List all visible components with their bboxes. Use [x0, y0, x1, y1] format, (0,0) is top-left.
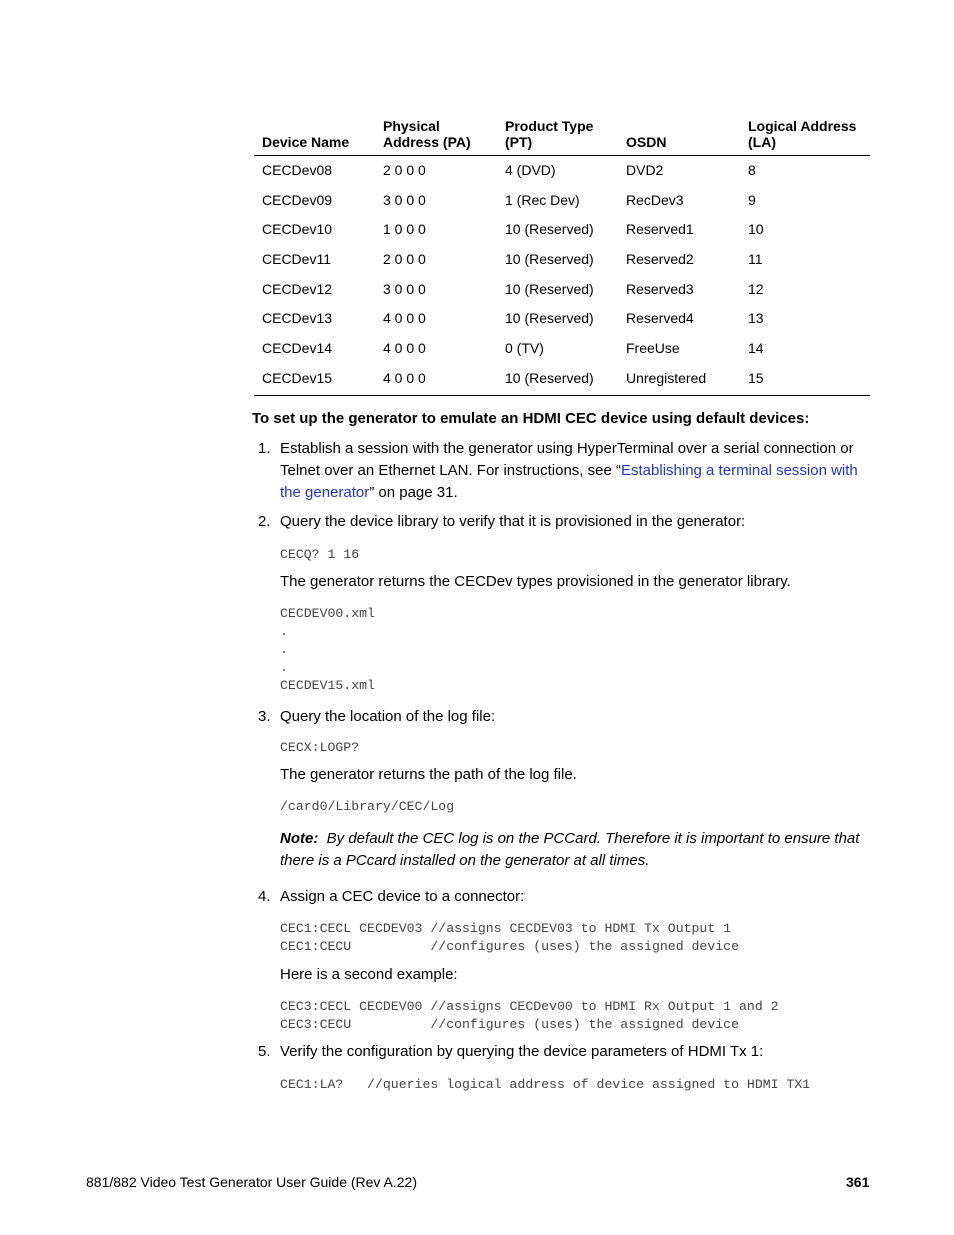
step4-text: Assign a CEC device to a connector: [280, 888, 525, 905]
cell-product-type: 10 (Reserved) [505, 369, 594, 386]
step-number: 2. [258, 513, 271, 530]
cell-logical-address: 12 [748, 280, 764, 297]
header-product-type: Product Type (PT) [505, 118, 594, 150]
step2-output: CECDEV00.xml . . . CECDEV15.xml [280, 606, 375, 693]
cell-osdn: Unregistered [626, 369, 707, 386]
step1-line2: Telnet over an Ethernet LAN. For instructions, see “Establishing a terminal session with [280, 462, 858, 479]
cell-product-type: 10 (Reserved) [505, 310, 594, 327]
step5-command: CEC1:LA? //queries logical address of device assigned to HDMI TX1 [280, 1077, 811, 1092]
table-row [254, 156, 870, 186]
cell-device-name: CECDev11 [262, 251, 331, 268]
header-osdn: OSDN [626, 134, 667, 150]
cell-logical-address: 13 [748, 310, 764, 327]
note-label: Note: [280, 830, 319, 847]
note: Note: By default the CEC log is on the PCCard. Therefore it is important to ensure that there is a PCcard installed on the generator at all times. [280, 830, 860, 869]
cell-logical-address: 8 [748, 162, 756, 178]
cell-device-name: CECDev10 [262, 221, 333, 238]
cell-logical-address: 9 [748, 191, 756, 208]
step3-command: CECX:LOGP? [280, 740, 360, 755]
header-device-name: Device Name [262, 134, 350, 150]
cell-device-name: CECDev13 [262, 310, 333, 327]
cell-device-name: CECDev15 [262, 369, 333, 386]
table-row [254, 245, 870, 275]
cell-device-name: CECDev14 [262, 340, 333, 357]
terminal-session-link[interactable]: Establishing a terminal session with [621, 462, 858, 479]
step-number: 5. [258, 1043, 271, 1060]
cell-osdn: Reserved3 [626, 280, 694, 297]
cell-physical-address: 2 0 0 0 [383, 251, 426, 268]
cell-device-name: CECDev08 [262, 162, 333, 178]
step-number: 4. [258, 888, 271, 905]
step3-output: /card0/Library/CEC/Log [280, 799, 455, 814]
table-row [254, 215, 870, 245]
cell-logical-address: 14 [748, 340, 764, 357]
table-row [254, 304, 870, 334]
step2-command: CECQ? 1 16 [280, 547, 360, 562]
terminal-session-link-cont[interactable]: the generator [280, 484, 370, 501]
cell-product-type: 0 (TV) [505, 340, 544, 357]
step4-commands-2: CEC3:CECL CECDEV00 //assigns CECDev00 to HDMI Rx Output 1 and 2 CEC3:CECU //configures (uses) the assigned device [280, 999, 779, 1032]
step-number: 1. [258, 440, 271, 457]
cell-logical-address: 10 [748, 221, 764, 238]
step2-text: Query the device library to verify that it is provisioned in the generator: [280, 513, 746, 530]
cell-product-type: 4 (DVD) [505, 162, 556, 178]
step1-line3: the generator” on page 31. [280, 484, 458, 501]
cell-physical-address: 4 0 0 0 [383, 340, 426, 357]
table-bottom-rule [254, 395, 870, 396]
cell-product-type: 10 (Reserved) [505, 251, 594, 268]
cell-physical-address: 1 0 0 0 [383, 221, 426, 238]
cell-logical-address: 15 [748, 369, 764, 386]
step5-text: Verify the configuration by querying the device parameters of HDMI Tx 1: [280, 1043, 764, 1060]
step4-commands: CEC1:CECL CECDEV03 //assigns CECDEV03 to HDMI Tx Output 1 CEC1:CECU //configures (uses) the assigned device [280, 921, 739, 954]
cell-physical-address: 4 0 0 0 [383, 369, 426, 386]
footer-title: 881/882 Video Test Generator User Guide (Rev A.22) [86, 1174, 418, 1190]
device-table [254, 112, 870, 386]
table-row [254, 275, 870, 305]
step3-text: Query the location of the log file: [280, 708, 496, 725]
cell-device-name: CECDev09 [262, 191, 333, 208]
cell-product-type: 1 (Rec Dev) [505, 191, 580, 208]
table-row [254, 186, 870, 216]
step1-text [280, 438, 880, 504]
table-header [254, 112, 870, 156]
cell-osdn: Reserved2 [626, 251, 694, 268]
step4-second-example-text: Here is a second example: [280, 966, 458, 983]
table-row [254, 364, 870, 394]
cell-physical-address: 2 0 0 0 [383, 162, 426, 178]
step3-result-text: The generator returns the path of the log file. [280, 766, 577, 783]
step2-result-text: The generator returns the CECDev types provisioned in the generator library. [280, 573, 791, 590]
table-row [254, 334, 870, 364]
table-body [254, 156, 870, 394]
cell-osdn: Reserved4 [626, 310, 694, 327]
cell-device-name: CECDev12 [262, 280, 333, 297]
header-physical-address: Physical Address (PA) [383, 118, 471, 150]
cell-physical-address: 3 0 0 0 [383, 191, 426, 208]
cell-osdn: DVD2 [626, 162, 664, 178]
cell-physical-address: 3 0 0 0 [383, 280, 426, 297]
cell-logical-address: 11 [748, 251, 763, 268]
cell-product-type: 10 (Reserved) [505, 221, 594, 238]
cell-product-type: 10 (Reserved) [505, 280, 594, 297]
step1-line1: Establish a session with the generator using HyperTerminal over a serial connection or [280, 440, 854, 457]
step-number: 3. [258, 708, 271, 725]
cell-osdn: Reserved1 [626, 221, 694, 238]
page-number: 361 [846, 1174, 870, 1190]
cell-osdn: RecDev3 [626, 191, 684, 208]
header-logical-address: Logical Address (LA) [748, 118, 857, 150]
procedure-heading: To set up the generator to emulate an HDMI CEC device using default devices: [252, 410, 810, 427]
cell-osdn: FreeUse [626, 340, 680, 357]
cell-physical-address: 4 0 0 0 [383, 310, 426, 327]
